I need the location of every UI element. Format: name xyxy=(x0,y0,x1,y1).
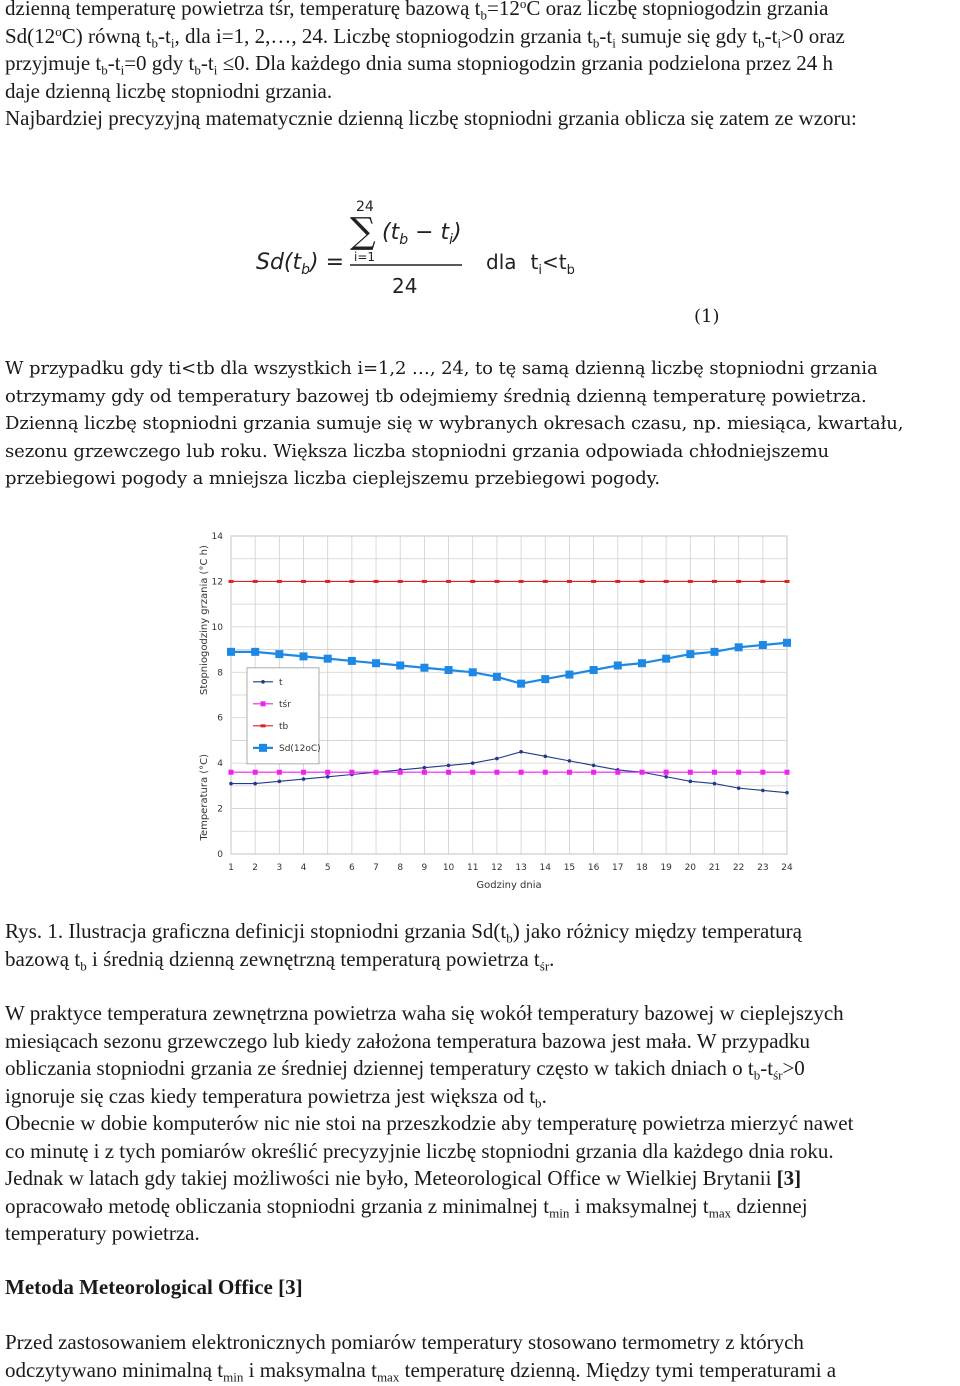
legend-entry: Sd(12oC) xyxy=(279,743,321,754)
data-point-s3 xyxy=(251,648,259,656)
x-tick-label: 1 xyxy=(228,863,234,873)
body-lines-2-line: ignoruje się czas kiedy temperatura powietrza jest większa od $t_b$. xyxy=(5,1083,547,1111)
body-lines-3-line: odczytywano minimalną $t_{min}$ i maksymalna $t_{max}$ temperaturę dzienną. Między tymi temperaturami a xyxy=(5,1357,837,1385)
data-point-s2 xyxy=(422,580,427,583)
data-point-s1 xyxy=(277,770,282,775)
legend-swatch-marker xyxy=(261,680,265,684)
data-point-s1 xyxy=(374,770,379,775)
data-point-s1 xyxy=(398,770,403,775)
data-point-s2 xyxy=(398,580,403,583)
x-tick-label: 18 xyxy=(636,863,648,873)
legend-entry: tb xyxy=(279,721,289,732)
degree-day-formula xyxy=(250,195,590,300)
data-point-s1 xyxy=(543,770,548,775)
data-point-s1 xyxy=(664,770,669,775)
x-tick-label: 19 xyxy=(660,863,672,873)
legend-entry: tśr xyxy=(279,699,291,710)
x-tick-label: 5 xyxy=(324,863,331,873)
data-point-s2 xyxy=(446,580,451,583)
data-point-s3 xyxy=(783,639,791,647)
data-point-s3 xyxy=(638,659,646,667)
data-point-s3 xyxy=(275,650,283,658)
data-point-s0 xyxy=(302,777,306,781)
data-point-s3 xyxy=(590,666,598,674)
x-tick-label: 22 xyxy=(732,863,745,873)
data-point-s1 xyxy=(736,770,741,775)
body-lines-2-line: obliczania stopniodni grzania ze średniej dziennej temperatury często w takich dniach o $t_b-t_{śr}>0$ xyxy=(5,1056,805,1083)
intro-lines-line: daje dzienną liczbę stopniodni grzania. xyxy=(5,78,333,103)
body-lines-2-line: opracowało metodę obliczania stopniodni grzania z minimalnej $t_{min}$ i maksymalnej $t_{max}$ dziennej xyxy=(5,1193,808,1221)
data-point-s3 xyxy=(372,659,380,667)
body-lines-2-line: miesiącach sezonu grzewczego lub kiedy założona temperatura bazowa jest mała. W przypadku xyxy=(5,1028,811,1053)
data-point-s0 xyxy=(737,786,741,790)
data-point-s1 xyxy=(349,770,354,775)
equation-number: (1) xyxy=(694,306,720,327)
data-point-s0 xyxy=(278,780,282,784)
y-tick-label: 2 xyxy=(217,804,223,815)
data-point-s1 xyxy=(446,770,451,775)
data-point-s0 xyxy=(689,780,693,784)
data-point-s0 xyxy=(592,764,596,768)
data-point-s3 xyxy=(227,648,235,656)
y-tick-label: 0 xyxy=(217,850,223,860)
data-point-s0 xyxy=(447,764,451,768)
degree-day-chart xyxy=(195,522,795,897)
x-tick-label: 12 xyxy=(491,863,503,873)
data-point-s2 xyxy=(591,580,596,583)
y-tick-label: 10 xyxy=(211,622,223,633)
data-point-s2 xyxy=(301,580,306,583)
x-tick-label: 10 xyxy=(442,863,455,873)
y-tick-label: 4 xyxy=(217,759,223,770)
data-point-s0 xyxy=(568,759,572,763)
data-point-s3 xyxy=(686,650,694,658)
data-point-s2 xyxy=(253,580,258,583)
x-tick-label: 21 xyxy=(708,863,721,873)
data-point-s3 xyxy=(541,675,549,683)
data-point-s2 xyxy=(229,580,234,583)
formula-condition: dla $t_i<t_b$ xyxy=(486,250,575,278)
x-tick-label: 14 xyxy=(539,863,551,873)
data-point-s1 xyxy=(591,770,596,775)
data-point-s3 xyxy=(324,655,332,663)
data-point-s2 xyxy=(785,580,790,583)
legend-swatch-marker xyxy=(261,724,266,727)
x-tick-label: 17 xyxy=(612,863,624,873)
body-lines-2-line: co minutę i z tych pomiarów określić precyzyjnie liczbę stopniodni grzania dla każdego dnia roku. xyxy=(5,1138,834,1163)
y-axis-label-top: Stopniogodziny grzania (°C h) xyxy=(199,545,210,695)
data-point-s2 xyxy=(277,580,282,583)
data-point-s2 xyxy=(325,580,330,583)
x-tick-label: 3 xyxy=(276,863,283,873)
intro-lines-line: przyjmuje $t_b-t_i=0$ gdy $t_b-t_i \le 0$. Dla każdego dnia suma stopniogodzin grzania podzielona przez 24 h xyxy=(5,51,834,78)
figure-caption-line-1: Rys. 1. Ilustracja graficzna definicji stopniodni grzania $Sd(t_b)$ jako różnicy między temperaturą xyxy=(5,919,802,946)
data-point-s3 xyxy=(565,671,573,679)
data-point-s1 xyxy=(229,770,234,775)
intro-lines-line: Najbardziej precyzyjną matematycznie dzienną liczbę stopniodni grzania oblicza się zatem ze wzoru: xyxy=(5,106,857,130)
data-point-s3 xyxy=(710,648,718,656)
legend-swatch-marker xyxy=(261,701,266,706)
body-lines-3-line: Przed zastosowaniem elektronicznych pomiarów temperatury stosowano termometry z których xyxy=(5,1330,804,1354)
data-point-s2 xyxy=(639,580,644,583)
x-tick-label: 16 xyxy=(587,863,600,873)
data-point-s2 xyxy=(543,580,548,583)
data-point-s0 xyxy=(326,775,330,779)
y-tick-label: 14 xyxy=(211,532,223,542)
x-tick-label: 8 xyxy=(397,863,404,873)
formula-sigma: ∑ xyxy=(350,211,376,252)
body-lines-2-line: Obecnie w dobie komputerów nic nie stoi na przeszkodzie aby temperaturę powietrza mierzyć nawet xyxy=(5,1111,854,1135)
data-point-s2 xyxy=(712,580,717,583)
data-point-s1 xyxy=(470,770,475,775)
y-tick-label: 8 xyxy=(217,668,223,679)
formula-numerator: $(t_b - t_i)$ xyxy=(382,220,462,248)
data-point-s2 xyxy=(567,580,572,583)
data-point-s3 xyxy=(735,643,743,651)
data-point-s1 xyxy=(712,770,717,775)
data-point-s1 xyxy=(494,770,499,775)
x-tick-label: 2 xyxy=(252,863,259,873)
data-point-s3 xyxy=(614,661,622,669)
y-axis-label-bottom: Temperatura (°C) xyxy=(199,753,210,841)
data-point-s2 xyxy=(519,580,524,583)
formula-denominator: 24 xyxy=(392,274,418,298)
data-point-s2 xyxy=(736,580,741,583)
data-point-s0 xyxy=(495,757,499,761)
data-point-s3 xyxy=(420,664,428,672)
data-point-s3 xyxy=(662,655,670,663)
formula-lower-limit: i=1 xyxy=(354,250,376,264)
legend-swatch-marker xyxy=(259,744,267,752)
legend-entry: t xyxy=(279,677,283,688)
data-point-s1 xyxy=(301,770,306,775)
data-point-s2 xyxy=(374,580,379,583)
x-tick-label: 11 xyxy=(467,863,479,873)
data-point-s3 xyxy=(396,661,404,669)
body-lines-1-line: przebiegowi pogody a mniejsza liczba cieplejszemu przebiegowi pogody. xyxy=(5,468,660,489)
data-point-s1 xyxy=(639,770,644,775)
data-point-s2 xyxy=(470,580,475,583)
section-heading: Metoda Meteorological Office [3] xyxy=(5,1275,303,1299)
formula-lhs: $Sd(t_b)$ = xyxy=(256,250,345,278)
y-tick-label: 6 xyxy=(217,713,223,724)
body-lines-2-line: temperatury powietrza. xyxy=(5,1221,200,1245)
data-point-s0 xyxy=(471,761,475,765)
data-point-s0 xyxy=(543,755,547,759)
y-tick-label: 12 xyxy=(211,577,223,588)
intro-lines-line: Sd(12$^o$C) równą $t_b-t_i$, dla i=1, 2,…, 24. Liczbę stopniogodzin grzania $t_b-t_i$ sumuje się gdy $t_b-t_i>0$ oraz xyxy=(5,23,845,51)
data-point-s0 xyxy=(519,750,523,754)
data-point-s1 xyxy=(688,770,693,775)
x-tick-label: 7 xyxy=(373,863,379,873)
body-lines-2-line: W praktyce temperatura zewnętrzna powietrza waha się wokół temperatury bazowej w cieplejszych xyxy=(5,1001,844,1025)
data-point-s3 xyxy=(493,673,501,681)
data-point-s1 xyxy=(253,770,258,775)
body-lines-1-line: otrzymamy gdy od temperatury bazowej tb odejmiemy średnią dzienną temperaturę powietrza. xyxy=(5,385,867,407)
data-point-s1 xyxy=(519,770,524,775)
x-tick-label: 13 xyxy=(515,863,527,873)
data-point-s3 xyxy=(469,668,477,676)
data-point-s0 xyxy=(253,782,257,786)
data-point-s0 xyxy=(713,782,717,786)
x-tick-label: 20 xyxy=(684,863,697,873)
x-tick-label: 23 xyxy=(757,863,769,873)
data-point-s2 xyxy=(615,580,620,583)
data-point-s3 xyxy=(759,641,767,649)
formula-upper-limit: 24 xyxy=(356,199,374,215)
body-lines-2-line: Jednak w latach gdy takiej możliwości nie było, Meteorological Office w Wielkiej Brytanii [3] xyxy=(5,1166,802,1190)
data-point-s3 xyxy=(517,680,525,688)
data-point-s1 xyxy=(615,770,620,775)
figure-caption-line-2: bazową $t_b$ i średnią dzienną zewnętrzną temperaturą powietrza $t_{śr}$. xyxy=(5,946,555,974)
x-tick-label: 4 xyxy=(300,863,307,873)
x-tick-label: 6 xyxy=(349,863,355,873)
data-point-s0 xyxy=(423,766,427,770)
data-point-s2 xyxy=(349,580,354,583)
data-point-s1 xyxy=(785,770,790,775)
data-point-s2 xyxy=(688,580,693,583)
data-point-s0 xyxy=(229,782,233,786)
body-lines-1-line: W przypadku gdy ti<tb dla wszystkich i=1,2 …, 24, to tę samą dzienną liczbę stopniodni grzania xyxy=(5,358,878,379)
data-point-s3 xyxy=(348,657,356,665)
data-point-s2 xyxy=(760,580,765,583)
body-lines-1-line: sezonu grzewczego lub roku. Większa liczba stopniodni grzania odpowiada chłodniejszemu xyxy=(5,440,830,462)
data-point-s0 xyxy=(664,775,668,779)
data-point-s2 xyxy=(664,580,669,583)
body-lines-1-line: Dzienną liczbę stopniodni grzania sumuje się w wybranych okresach czasu, np. miesiąca, kwartału, xyxy=(5,413,904,434)
data-point-s1 xyxy=(760,770,765,775)
x-tick-label: 9 xyxy=(421,863,428,873)
data-point-s1 xyxy=(422,770,427,775)
intro-lines-line: dzienną temperaturę powietrza tśr, temperaturę bazową $t_b=12^oC$ oraz liczbę stopniogodzin grzania xyxy=(5,0,829,23)
data-point-s0 xyxy=(761,789,765,793)
data-point-s1 xyxy=(325,770,330,775)
data-point-s3 xyxy=(300,652,308,660)
data-point-s1 xyxy=(567,770,572,775)
x-tick-label: 15 xyxy=(563,863,576,873)
data-point-s0 xyxy=(785,791,789,795)
data-point-s3 xyxy=(445,666,453,674)
x-axis-label: Godziny dnia xyxy=(476,880,542,891)
data-point-s2 xyxy=(494,580,499,583)
x-tick-label: 24 xyxy=(781,863,793,873)
